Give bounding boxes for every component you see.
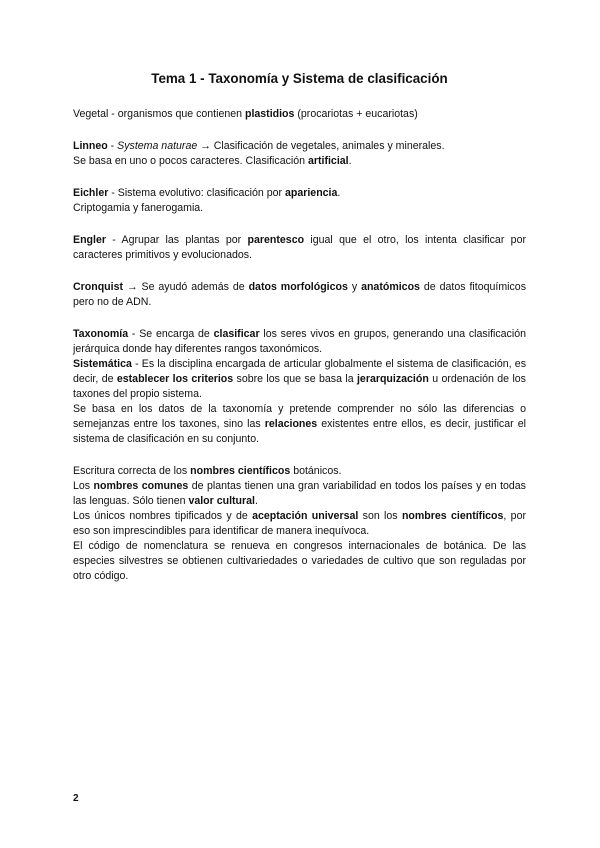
text-segment: igual que el otro, los intenta clasificar por caracteres primitivos y evolucionados. [73, 234, 526, 261]
document-title: Tema 1 - Taxonomía y Sistema de clasificación [151, 71, 448, 86]
text-segment: Se basa en uno o pocos caracteres. Clasificación [73, 155, 308, 167]
paragraph-basa [73, 402, 526, 447]
paragraph-sistematica [73, 357, 526, 402]
paragraph-unicos [73, 509, 526, 539]
bold-term: nombres científicos [190, 465, 291, 477]
text-segment: - [107, 140, 118, 152]
text-segment: , por eso son imprescindibles para identificar de manera inequívoca. [73, 510, 526, 537]
bold-term: valor cultural [188, 495, 255, 507]
bold-term: apariencia [284, 187, 338, 199]
text-segment: son los [358, 510, 402, 522]
text-segment: → Clasificación de vegetales, animales y minerales. [197, 140, 445, 152]
text-segment: - Se encarga de [128, 328, 214, 340]
bold-term: relaciones [264, 418, 318, 430]
text-segment: . [348, 155, 352, 167]
paragraph-taxonomia [73, 327, 526, 357]
paragraph-vegetal [73, 107, 526, 122]
text-segment: - Agrupar las plantas por [105, 234, 248, 246]
text-segment: de datos fitoquímicos pero no de ADN. [73, 281, 526, 308]
page-number: 2 [73, 793, 79, 804]
text-segment: Se basa en los datos de la taxonomía y pretende comprender no sólo las diferencias o semejanzas entre los taxones, sino las [73, 403, 526, 430]
paragraph-escritura [73, 464, 526, 479]
bold-term: Linneo [73, 140, 108, 152]
paragraph-codigo: El código de nomenclatura se renueva en congresos internacionales de botánica. De las especies silvestres se obtienen cultivariedades o variedades de cultivo que son reguladas por otro código. [73, 540, 526, 582]
text-segment: - Sistema evolutivo: clasificación por [108, 187, 285, 199]
bold-term: Sistemática [73, 358, 132, 370]
text-segment: . [337, 187, 341, 199]
italic-term: Systema naturae [117, 140, 198, 152]
text-segment: u ordenación de los taxones del propio sistema. [73, 373, 526, 400]
bold-term: plastidios [244, 108, 295, 120]
text-segment: → Se ayudó además de [123, 281, 249, 293]
bold-term: datos morfológicos [248, 281, 348, 293]
text-segment: Los [73, 480, 94, 492]
bold-term: parentesco [247, 234, 305, 246]
text-segment: Escritura correcta de los [73, 465, 191, 477]
bold-term: anatómicos [361, 281, 420, 293]
bold-term: Cronquist [73, 281, 124, 293]
text-segment: los seres vivos en grupos, generando una clasificación jerárquica donde hay diferentes rangos taxonómicos. [73, 328, 526, 355]
bold-term: nombres científicos [401, 510, 504, 522]
text-segment: Vegetal - organismos que contienen [73, 108, 245, 120]
text-segment: de plantas tienen una gran variabilidad en todos los países y en todas las lenguas. Sólo tienen [73, 480, 526, 507]
bold-term: aceptación universal [252, 510, 359, 522]
text-segment: y [347, 281, 362, 293]
text-segment: Los únicos nombres tipificados y de [73, 510, 253, 522]
paragraph-cronquist [73, 280, 526, 310]
text-segment: botánicos. [290, 465, 342, 477]
bold-term: clasificar [213, 328, 260, 340]
bold-term: Taxonomía [73, 328, 129, 340]
bold-term: establecer los criterios [116, 373, 234, 385]
paragraph-comunes [73, 479, 526, 509]
text-segment: - Es la disciplina encargada de articular globalmente el sistema de clasificación, es decir, de [73, 358, 526, 385]
paragraph-linneo [73, 139, 526, 154]
paragraph-linneo-line2 [73, 154, 526, 169]
bold-term: Eichler [73, 187, 109, 199]
text-segment: sobre los que se basa la [233, 373, 357, 385]
document-page [73, 70, 526, 584]
bold-term: Engler [73, 234, 106, 246]
paragraph-eichler-line2: Criptogamia y fanerogamia. [73, 202, 204, 214]
text-segment: (procariotas + eucariotas) [294, 108, 418, 120]
paragraph-eichler [73, 186, 526, 201]
bold-term: nombres comunes [93, 480, 189, 492]
bold-term: jerarquización [356, 373, 429, 385]
bold-term: artificial [307, 155, 349, 167]
text-segment: existentes entre ellos, es decir, justificar el sistema de clasificación en su conjunto. [73, 418, 526, 445]
paragraph-engler [73, 233, 526, 263]
text-segment: . [254, 495, 258, 507]
